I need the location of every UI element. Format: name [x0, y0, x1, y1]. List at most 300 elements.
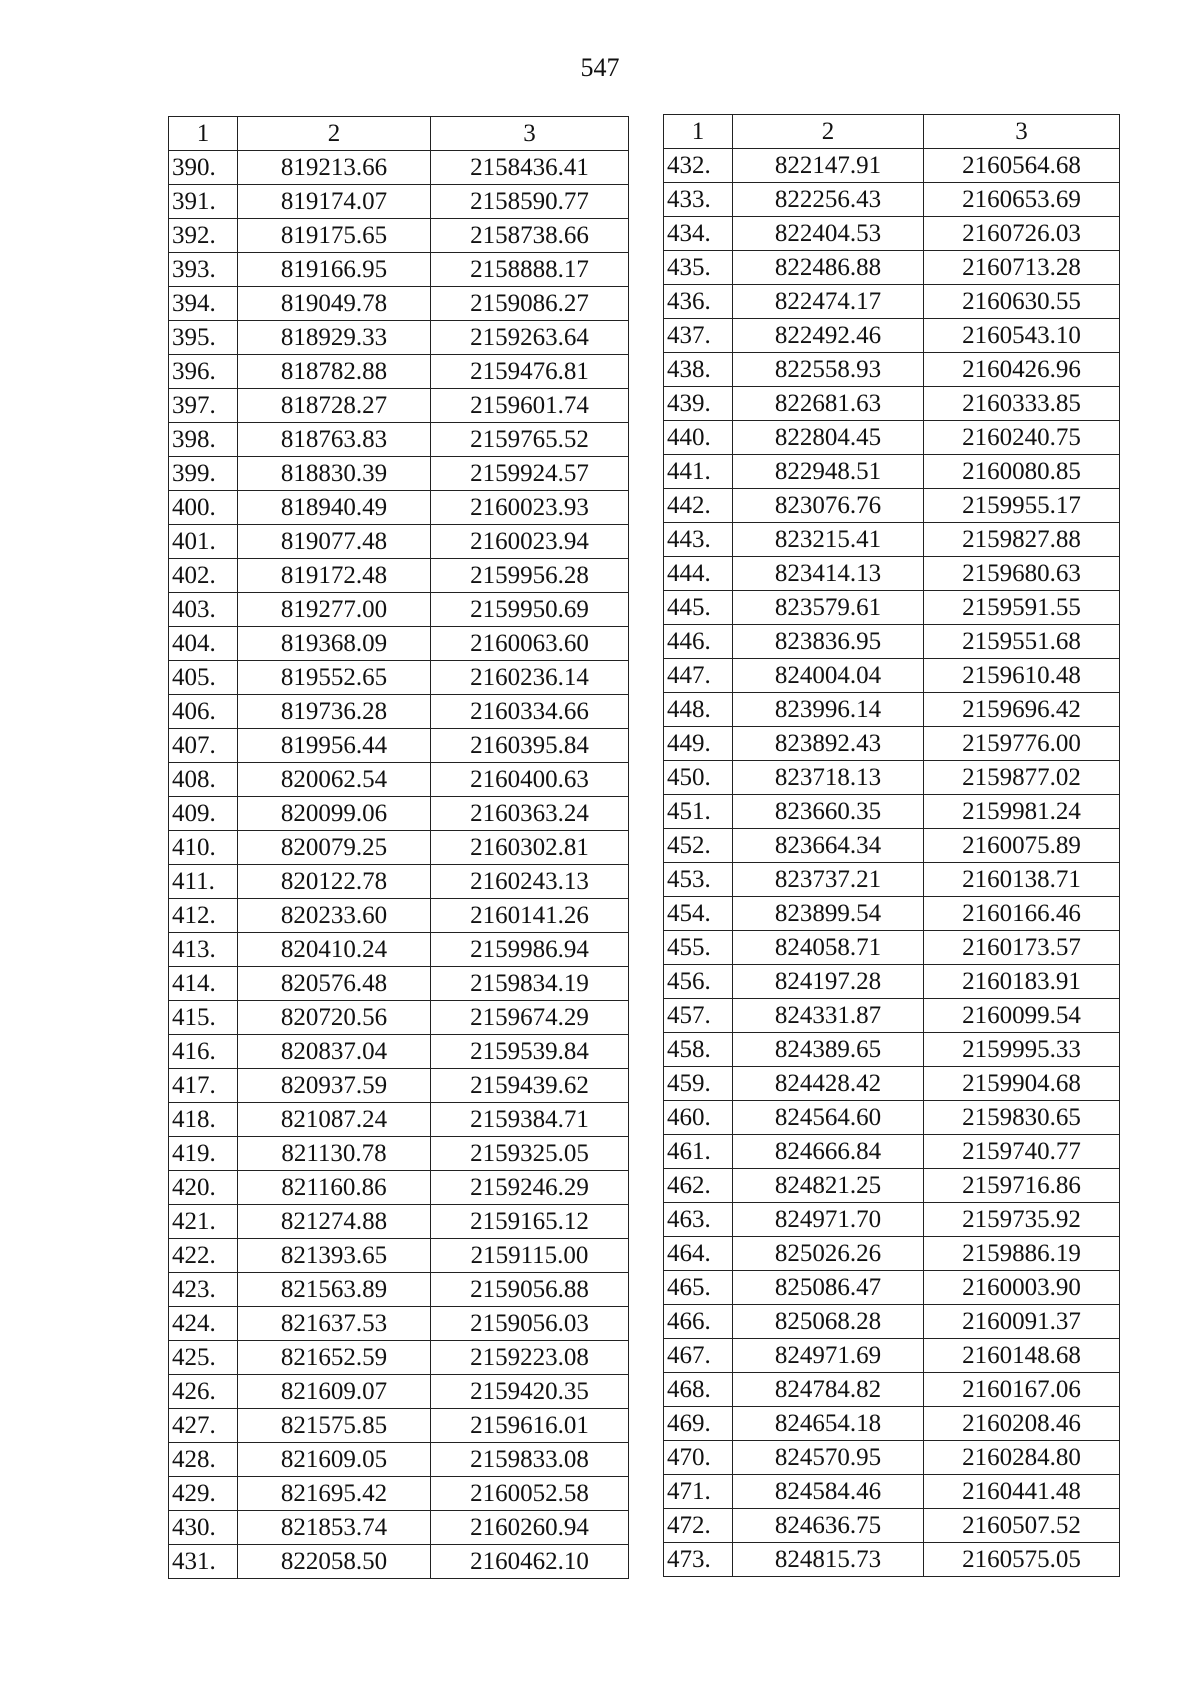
y-coordinate-cell: 2160075.89 — [924, 829, 1120, 863]
point-number-cell: 447. — [664, 659, 733, 693]
page-number: 547 — [580, 53, 620, 82]
table-row — [169, 797, 629, 831]
point-number-cell: 437. — [664, 319, 733, 353]
point-number-cell: 417. — [169, 1069, 238, 1103]
table-row — [664, 1203, 1120, 1237]
point-number-cell: 435. — [664, 251, 733, 285]
table-row — [664, 1441, 1120, 1475]
y-coordinate-cell: 2160091.37 — [924, 1305, 1120, 1339]
table-row — [169, 1171, 629, 1205]
y-coordinate-cell: 2160141.26 — [431, 899, 629, 933]
x-coordinate-cell: 819956.44 — [238, 729, 431, 763]
x-coordinate-cell: 819175.65 — [238, 219, 431, 253]
table-row — [664, 965, 1120, 999]
point-number-cell: 470. — [664, 1441, 733, 1475]
y-coordinate-cell: 2160395.84 — [431, 729, 629, 763]
y-coordinate-cell: 2160334.66 — [431, 695, 629, 729]
table-row — [664, 1339, 1120, 1373]
table-row — [664, 1373, 1120, 1407]
x-coordinate-cell: 821130.78 — [238, 1137, 431, 1171]
y-coordinate-cell: 2159223.08 — [431, 1341, 629, 1375]
point-number-cell: 393. — [169, 253, 238, 287]
point-number-cell: 429. — [169, 1477, 238, 1511]
x-coordinate-cell: 823076.76 — [733, 489, 924, 523]
table-row — [169, 593, 629, 627]
table-row — [169, 933, 629, 967]
column-header-number: 1 — [169, 117, 238, 151]
point-number-cell: 391. — [169, 185, 238, 219]
y-coordinate-cell: 2159551.68 — [924, 625, 1120, 659]
table-row — [664, 1135, 1120, 1169]
x-coordinate-cell: 819174.07 — [238, 185, 431, 219]
y-coordinate-cell: 2160236.14 — [431, 661, 629, 695]
x-coordinate-cell: 821609.05 — [238, 1443, 431, 1477]
table-row — [664, 455, 1120, 489]
y-coordinate-cell: 2159956.28 — [431, 559, 629, 593]
point-number-cell: 422. — [169, 1239, 238, 1273]
x-coordinate-cell: 821160.86 — [238, 1171, 431, 1205]
point-number-cell: 444. — [664, 557, 733, 591]
y-coordinate-cell: 2160302.81 — [431, 831, 629, 865]
table-row — [664, 1475, 1120, 1509]
y-coordinate-cell: 2159986.94 — [431, 933, 629, 967]
x-coordinate-cell: 824654.18 — [733, 1407, 924, 1441]
table-row — [664, 795, 1120, 829]
x-coordinate-cell: 818929.33 — [238, 321, 431, 355]
table-row — [169, 287, 629, 321]
point-number-cell: 430. — [169, 1511, 238, 1545]
x-coordinate-cell: 824389.65 — [733, 1033, 924, 1067]
y-coordinate-cell: 2159950.69 — [431, 593, 629, 627]
point-number-cell: 395. — [169, 321, 238, 355]
y-coordinate-cell: 2160426.96 — [924, 353, 1120, 387]
x-coordinate-cell: 822948.51 — [733, 455, 924, 489]
table-row — [664, 1543, 1120, 1577]
x-coordinate-cell: 823414.13 — [733, 557, 924, 591]
table-row — [169, 1103, 629, 1137]
y-coordinate-cell: 2159610.48 — [924, 659, 1120, 693]
x-coordinate-cell: 822681.63 — [733, 387, 924, 421]
table-row — [664, 999, 1120, 1033]
point-number-cell: 409. — [169, 797, 238, 831]
column-header-y: 3 — [924, 115, 1120, 149]
table-row — [169, 865, 629, 899]
x-coordinate-cell: 822492.46 — [733, 319, 924, 353]
x-coordinate-cell: 820099.06 — [238, 797, 431, 831]
y-coordinate-cell: 2159886.19 — [924, 1237, 1120, 1271]
x-coordinate-cell: 819166.95 — [238, 253, 431, 287]
y-coordinate-cell: 2160099.54 — [924, 999, 1120, 1033]
table-row — [664, 625, 1120, 659]
y-coordinate-cell: 2159735.92 — [924, 1203, 1120, 1237]
x-coordinate-cell: 818763.83 — [238, 423, 431, 457]
point-number-cell: 446. — [664, 625, 733, 659]
point-number-cell: 473. — [664, 1543, 733, 1577]
x-coordinate-cell: 824570.95 — [733, 1441, 924, 1475]
y-coordinate-cell: 2160166.46 — [924, 897, 1120, 931]
x-coordinate-cell: 820576.48 — [238, 967, 431, 1001]
y-coordinate-cell: 2159246.29 — [431, 1171, 629, 1205]
point-number-cell: 457. — [664, 999, 733, 1033]
point-number-cell: 418. — [169, 1103, 238, 1137]
table-row — [664, 319, 1120, 353]
x-coordinate-cell: 824636.75 — [733, 1509, 924, 1543]
point-number-cell: 424. — [169, 1307, 238, 1341]
table-row — [664, 727, 1120, 761]
x-coordinate-cell: 824564.60 — [733, 1101, 924, 1135]
point-number-cell: 402. — [169, 559, 238, 593]
table-row — [169, 1409, 629, 1443]
x-coordinate-cell: 822058.50 — [238, 1545, 431, 1579]
point-number-cell: 428. — [169, 1443, 238, 1477]
table-row — [169, 1069, 629, 1103]
y-coordinate-cell: 2159325.05 — [431, 1137, 629, 1171]
y-coordinate-cell: 2160003.90 — [924, 1271, 1120, 1305]
x-coordinate-cell: 821575.85 — [238, 1409, 431, 1443]
x-coordinate-cell: 818728.27 — [238, 389, 431, 423]
x-coordinate-cell: 821393.65 — [238, 1239, 431, 1273]
point-number-cell: 427. — [169, 1409, 238, 1443]
x-coordinate-cell: 821609.07 — [238, 1375, 431, 1409]
x-coordinate-cell: 823996.14 — [733, 693, 924, 727]
point-number-cell: 414. — [169, 967, 238, 1001]
x-coordinate-cell: 819368.09 — [238, 627, 431, 661]
point-number-cell: 445. — [664, 591, 733, 625]
point-number-cell: 441. — [664, 455, 733, 489]
y-coordinate-cell: 2160575.05 — [924, 1543, 1120, 1577]
y-coordinate-cell: 2160183.91 — [924, 965, 1120, 999]
y-coordinate-cell: 2160630.55 — [924, 285, 1120, 319]
point-number-cell: 404. — [169, 627, 238, 661]
x-coordinate-cell: 819077.48 — [238, 525, 431, 559]
table-row — [664, 1509, 1120, 1543]
y-coordinate-cell: 2159765.52 — [431, 423, 629, 457]
point-number-cell: 433. — [664, 183, 733, 217]
point-number-cell: 436. — [664, 285, 733, 319]
point-number-cell: 431. — [169, 1545, 238, 1579]
x-coordinate-cell: 823899.54 — [733, 897, 924, 931]
x-coordinate-cell: 820410.24 — [238, 933, 431, 967]
x-coordinate-cell: 820122.78 — [238, 865, 431, 899]
x-coordinate-cell: 824971.70 — [733, 1203, 924, 1237]
x-coordinate-cell: 825086.47 — [733, 1271, 924, 1305]
table-row — [169, 1239, 629, 1273]
y-coordinate-cell: 2159601.74 — [431, 389, 629, 423]
y-coordinate-cell: 2159696.42 — [924, 693, 1120, 727]
point-number-cell: 406. — [169, 695, 238, 729]
point-number-cell: 392. — [169, 219, 238, 253]
table-row — [169, 695, 629, 729]
x-coordinate-cell: 822474.17 — [733, 285, 924, 319]
x-coordinate-cell: 823892.43 — [733, 727, 924, 761]
column-header-x: 2 — [238, 117, 431, 151]
point-number-cell: 425. — [169, 1341, 238, 1375]
y-coordinate-cell: 2160543.10 — [924, 319, 1120, 353]
y-coordinate-cell: 2159591.55 — [924, 591, 1120, 625]
table-row — [169, 525, 629, 559]
point-number-cell: 458. — [664, 1033, 733, 1067]
y-coordinate-cell: 2160507.52 — [924, 1509, 1120, 1543]
point-number-cell: 423. — [169, 1273, 238, 1307]
point-number-cell: 467. — [664, 1339, 733, 1373]
table-row — [169, 253, 629, 287]
x-coordinate-cell: 821087.24 — [238, 1103, 431, 1137]
table-row — [169, 1001, 629, 1035]
table-row — [664, 897, 1120, 931]
point-number-cell: 426. — [169, 1375, 238, 1409]
point-number-cell: 401. — [169, 525, 238, 559]
y-coordinate-cell: 2159616.01 — [431, 1409, 629, 1443]
point-number-cell: 463. — [664, 1203, 733, 1237]
x-coordinate-cell: 819049.78 — [238, 287, 431, 321]
table-row — [169, 763, 629, 797]
table-row — [169, 661, 629, 695]
point-number-cell: 438. — [664, 353, 733, 387]
table-row — [169, 151, 629, 185]
x-coordinate-cell: 822486.88 — [733, 251, 924, 285]
y-coordinate-cell: 2160564.68 — [924, 149, 1120, 183]
y-coordinate-cell: 2159680.63 — [924, 557, 1120, 591]
point-number-cell: 453. — [664, 863, 733, 897]
x-coordinate-cell: 819552.65 — [238, 661, 431, 695]
x-coordinate-cell: 824331.87 — [733, 999, 924, 1033]
x-coordinate-cell: 819172.48 — [238, 559, 431, 593]
y-coordinate-cell: 2160441.48 — [924, 1475, 1120, 1509]
point-number-cell: 460. — [664, 1101, 733, 1135]
point-number-cell: 469. — [664, 1407, 733, 1441]
table-row — [169, 1341, 629, 1375]
y-coordinate-cell: 2159476.81 — [431, 355, 629, 389]
x-coordinate-cell: 824428.42 — [733, 1067, 924, 1101]
y-coordinate-cell: 2160333.85 — [924, 387, 1120, 421]
point-number-cell: 459. — [664, 1067, 733, 1101]
y-coordinate-cell: 2158436.41 — [431, 151, 629, 185]
y-coordinate-cell: 2160462.10 — [431, 1545, 629, 1579]
point-number-cell: 443. — [664, 523, 733, 557]
y-coordinate-cell: 2159420.35 — [431, 1375, 629, 1409]
x-coordinate-cell: 821652.59 — [238, 1341, 431, 1375]
x-coordinate-cell: 818782.88 — [238, 355, 431, 389]
point-number-cell: 472. — [664, 1509, 733, 1543]
table-row — [169, 967, 629, 1001]
table-row — [169, 559, 629, 593]
table-row — [169, 627, 629, 661]
table-row — [664, 829, 1120, 863]
table-row — [664, 149, 1120, 183]
y-coordinate-cell: 2159833.08 — [431, 1443, 629, 1477]
y-coordinate-cell: 2159981.24 — [924, 795, 1120, 829]
table-row — [664, 557, 1120, 591]
x-coordinate-cell: 818940.49 — [238, 491, 431, 525]
x-coordinate-cell: 823718.13 — [733, 761, 924, 795]
y-coordinate-cell: 2159674.29 — [431, 1001, 629, 1035]
y-coordinate-cell: 2159877.02 — [924, 761, 1120, 795]
point-number-cell: 439. — [664, 387, 733, 421]
point-number-cell: 400. — [169, 491, 238, 525]
y-coordinate-cell: 2160080.85 — [924, 455, 1120, 489]
point-number-cell: 398. — [169, 423, 238, 457]
x-coordinate-cell: 823836.95 — [733, 625, 924, 659]
table-row — [169, 1273, 629, 1307]
table-row — [169, 185, 629, 219]
table-row — [169, 219, 629, 253]
point-number-cell: 471. — [664, 1475, 733, 1509]
table-row — [169, 899, 629, 933]
table-row — [664, 387, 1120, 421]
table-row — [169, 423, 629, 457]
x-coordinate-cell: 819213.66 — [238, 151, 431, 185]
table-row — [169, 355, 629, 389]
table-header-row — [169, 117, 629, 151]
point-number-cell: 440. — [664, 421, 733, 455]
y-coordinate-cell: 2159716.86 — [924, 1169, 1120, 1203]
point-number-cell: 434. — [664, 217, 733, 251]
point-number-cell: 452. — [664, 829, 733, 863]
table-header-row — [664, 115, 1120, 149]
table-row — [664, 285, 1120, 319]
point-number-cell: 461. — [664, 1135, 733, 1169]
table-row — [664, 1407, 1120, 1441]
table-body-right — [664, 149, 1120, 1577]
table-row — [664, 1169, 1120, 1203]
y-coordinate-cell: 2160400.63 — [431, 763, 629, 797]
table-row — [664, 1271, 1120, 1305]
x-coordinate-cell: 819277.00 — [238, 593, 431, 627]
y-coordinate-cell: 2159539.84 — [431, 1035, 629, 1069]
table-row — [664, 523, 1120, 557]
x-coordinate-cell: 820837.04 — [238, 1035, 431, 1069]
y-coordinate-cell: 2158738.66 — [431, 219, 629, 253]
point-number-cell: 394. — [169, 287, 238, 321]
x-coordinate-cell: 818830.39 — [238, 457, 431, 491]
y-coordinate-cell: 2160284.80 — [924, 1441, 1120, 1475]
y-coordinate-cell: 2160713.28 — [924, 251, 1120, 285]
table-row — [664, 1101, 1120, 1135]
point-number-cell: 448. — [664, 693, 733, 727]
y-coordinate-cell: 2159924.57 — [431, 457, 629, 491]
point-number-cell: 412. — [169, 899, 238, 933]
x-coordinate-cell: 824821.25 — [733, 1169, 924, 1203]
point-number-cell: 465. — [664, 1271, 733, 1305]
table-row — [664, 1305, 1120, 1339]
point-number-cell: 432. — [664, 149, 733, 183]
table-row — [169, 1137, 629, 1171]
point-number-cell: 464. — [664, 1237, 733, 1271]
x-coordinate-cell: 824666.84 — [733, 1135, 924, 1169]
point-number-cell: 450. — [664, 761, 733, 795]
y-coordinate-cell: 2159904.68 — [924, 1067, 1120, 1101]
point-number-cell: 410. — [169, 831, 238, 865]
y-coordinate-cell: 2160148.68 — [924, 1339, 1120, 1373]
y-coordinate-cell: 2160063.60 — [431, 627, 629, 661]
point-number-cell: 468. — [664, 1373, 733, 1407]
point-number-cell: 421. — [169, 1205, 238, 1239]
x-coordinate-cell: 824197.28 — [733, 965, 924, 999]
column-header-y: 3 — [431, 117, 629, 151]
table-row — [169, 1307, 629, 1341]
x-coordinate-cell: 823737.21 — [733, 863, 924, 897]
x-coordinate-cell: 823579.61 — [733, 591, 924, 625]
x-coordinate-cell: 821853.74 — [238, 1511, 431, 1545]
y-coordinate-cell: 2159439.62 — [431, 1069, 629, 1103]
table-body-left — [169, 151, 629, 1579]
table-row — [169, 457, 629, 491]
x-coordinate-cell: 824815.73 — [733, 1543, 924, 1577]
table-row — [169, 321, 629, 355]
table-row — [664, 863, 1120, 897]
x-coordinate-cell: 820720.56 — [238, 1001, 431, 1035]
y-coordinate-cell: 2160023.94 — [431, 525, 629, 559]
x-coordinate-cell: 822404.53 — [733, 217, 924, 251]
table-row — [169, 491, 629, 525]
table-row — [664, 353, 1120, 387]
table-row — [169, 1205, 629, 1239]
point-number-cell: 407. — [169, 729, 238, 763]
table-row — [664, 421, 1120, 455]
y-coordinate-cell: 2158888.17 — [431, 253, 629, 287]
point-number-cell: 399. — [169, 457, 238, 491]
y-coordinate-cell: 2159776.00 — [924, 727, 1120, 761]
y-coordinate-cell: 2159384.71 — [431, 1103, 629, 1137]
table-row — [169, 729, 629, 763]
y-coordinate-cell: 2159086.27 — [431, 287, 629, 321]
table-row — [664, 1033, 1120, 1067]
point-number-cell: 396. — [169, 355, 238, 389]
y-coordinate-cell: 2159834.19 — [431, 967, 629, 1001]
table-row — [169, 831, 629, 865]
point-number-cell: 415. — [169, 1001, 238, 1035]
table-row — [169, 1035, 629, 1069]
point-number-cell: 420. — [169, 1171, 238, 1205]
x-coordinate-cell: 819736.28 — [238, 695, 431, 729]
table-row — [664, 693, 1120, 727]
table-row — [664, 591, 1120, 625]
x-coordinate-cell: 822804.45 — [733, 421, 924, 455]
y-coordinate-cell: 2160167.06 — [924, 1373, 1120, 1407]
point-number-cell: 451. — [664, 795, 733, 829]
table-row — [169, 1545, 629, 1579]
coordinates-table-left — [168, 116, 629, 1579]
table-row — [664, 489, 1120, 523]
x-coordinate-cell: 821274.88 — [238, 1205, 431, 1239]
table-row — [169, 389, 629, 423]
y-coordinate-cell: 2160653.69 — [924, 183, 1120, 217]
x-coordinate-cell: 823660.35 — [733, 795, 924, 829]
table-row — [169, 1443, 629, 1477]
x-coordinate-cell: 822256.43 — [733, 183, 924, 217]
column-header-x: 2 — [733, 115, 924, 149]
table-row — [169, 1511, 629, 1545]
y-coordinate-cell: 2159740.77 — [924, 1135, 1120, 1169]
y-coordinate-cell: 2160208.46 — [924, 1407, 1120, 1441]
point-number-cell: 442. — [664, 489, 733, 523]
x-coordinate-cell: 820937.59 — [238, 1069, 431, 1103]
point-number-cell: 455. — [664, 931, 733, 965]
y-coordinate-cell: 2159056.03 — [431, 1307, 629, 1341]
table-row — [169, 1375, 629, 1409]
x-coordinate-cell: 825026.26 — [733, 1237, 924, 1271]
x-coordinate-cell: 822558.93 — [733, 353, 924, 387]
column-header-number: 1 — [664, 115, 733, 149]
x-coordinate-cell: 824584.46 — [733, 1475, 924, 1509]
x-coordinate-cell: 824004.04 — [733, 659, 924, 693]
point-number-cell: 411. — [169, 865, 238, 899]
y-coordinate-cell: 2159995.33 — [924, 1033, 1120, 1067]
point-number-cell: 416. — [169, 1035, 238, 1069]
x-coordinate-cell: 824058.71 — [733, 931, 924, 965]
table-row — [664, 1067, 1120, 1101]
point-number-cell: 456. — [664, 965, 733, 999]
